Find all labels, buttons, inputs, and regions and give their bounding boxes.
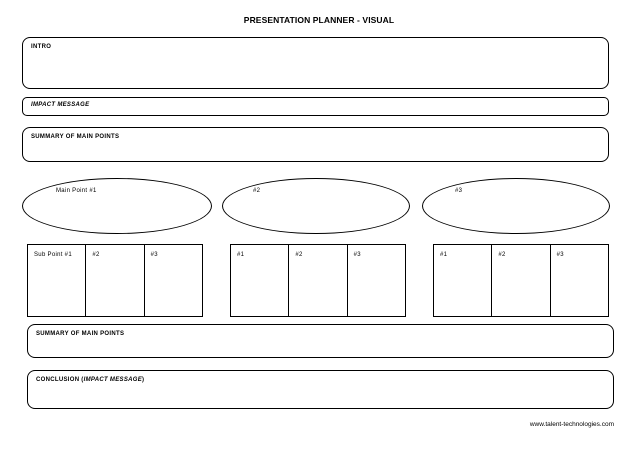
conclusion-prefix: CONCLUSION ( (36, 377, 84, 383)
summary-top-label: SUMMARY OF MAIN POINTS (31, 134, 120, 140)
sub-point-label: #3 (556, 252, 564, 258)
sub-point-label: #3 (353, 252, 361, 258)
main-point-1-label: Main Point #1 (56, 188, 97, 194)
intro-box[interactable] (22, 37, 609, 89)
sub-point-cell[interactable] (348, 245, 405, 316)
conclusion-label (36, 377, 144, 383)
sub-point-cell[interactable] (28, 245, 86, 316)
impact-message-box[interactable] (22, 97, 609, 116)
main-point-2-label: #2 (253, 188, 261, 194)
sub-point-label: #1 (237, 252, 245, 258)
sub-point-cell[interactable] (551, 245, 608, 316)
main-point-2-ellipse[interactable] (222, 178, 410, 234)
sub-point-cell[interactable] (434, 245, 492, 316)
summary-top-box[interactable] (22, 127, 609, 162)
sub-point-cell[interactable] (289, 245, 347, 316)
page-title: PRESENTATION PLANNER - VISUAL (243, 15, 395, 25)
sub-point-cell[interactable] (231, 245, 289, 316)
sub-point-label: #2 (295, 252, 303, 258)
sub-points-group-2 (230, 244, 406, 317)
conclusion-box[interactable] (27, 370, 614, 409)
sub-point-cell[interactable] (492, 245, 550, 316)
summary-bottom-label: SUMMARY OF MAIN POINTS (36, 331, 125, 337)
sub-point-label: #1 (440, 252, 448, 258)
sub-point-label: Sub Point #1 (34, 252, 72, 258)
sub-point-label: #3 (150, 252, 158, 258)
main-point-3-label: #3 (455, 188, 463, 194)
conclusion-impact-text: IMPACT MESSAGE (83, 377, 143, 383)
sub-point-cell[interactable] (145, 245, 202, 316)
summary-bottom-box[interactable] (27, 324, 614, 358)
sub-point-label: #2 (92, 252, 100, 258)
sub-point-cell[interactable] (86, 245, 144, 316)
main-point-1-ellipse[interactable] (22, 178, 212, 234)
impact-message-label: IMPACT MESSAGE (31, 102, 90, 108)
conclusion-suffix: ) (142, 377, 145, 383)
sub-points-group-3 (433, 244, 609, 317)
main-point-3-ellipse[interactable] (422, 178, 610, 234)
footer-url: www.talent-technologies.com (529, 421, 614, 428)
sub-point-label: #2 (498, 252, 506, 258)
intro-label: INTRO (31, 44, 52, 50)
sub-points-group-1 (27, 244, 203, 317)
